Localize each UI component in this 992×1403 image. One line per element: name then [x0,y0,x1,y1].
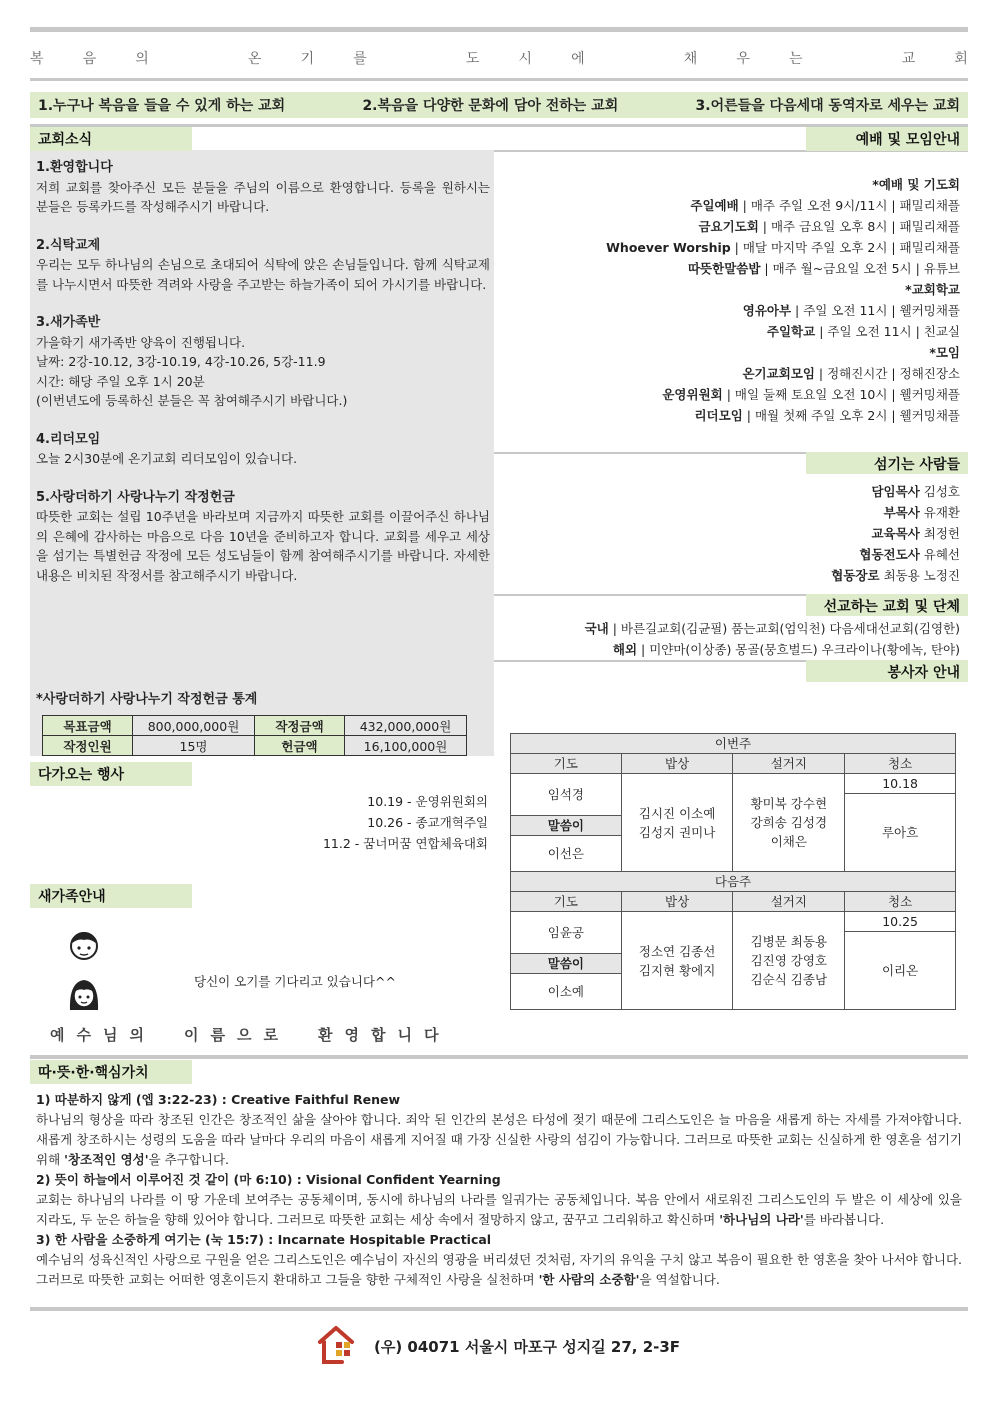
vision-bar [30,92,968,118]
word-label: 말씀이 [511,954,622,974]
mission-line: 국내 | 바른길교회(김균필) 품는교회(엄익천) 다음세대선교회(김영한) [584,621,960,636]
worship-line: 주일예배 | 매주 주일 오전 9시/11시 | 패밀리채플 [690,198,960,213]
clean-volunteer: 이리온 [845,932,956,1010]
top-rule-2 [30,78,968,81]
dish-volunteers: 김병문 최동용 김진영 강영호 김순식 김종남 [733,912,845,1010]
col-header: 밥상 [621,754,733,774]
rule [30,1055,968,1059]
mission-list [585,618,960,660]
table-cell: 헌금액 [255,736,345,756]
worship-line: 따뜻한말씀밥 | 매주 월~금요일 오전 5시 | 유튜브 [687,261,960,276]
welcome-banner: 예 수 님 의 이 름 으 로 환 영 합 니 다 [50,1026,439,1044]
worship-line: 운영위원회 | 매일 둘째 토요일 오전 10시 | 웰커밍채플 [662,387,960,402]
news-item-body: 가을학기 새가족반 양육이 진행됩니다. 날짜: 2강-10.12, 3강-10.19, 4강-10.26, 5강-11.9 시간: 해당 주일 오후 1시 20분 (이번년도에 등록하신 분들은 꼭 참여해주시기 바랍니다.) [36,334,348,408]
week-label: 다음주 [511,872,956,892]
events-header: 다가오는 행사 [30,762,192,786]
clean-date: 10.25 [845,912,956,932]
servant-line: 부목사 유재환 [883,505,960,520]
events-list [323,791,488,854]
church-motto: 복 음 의 온 기 를 도 시 에 채 우 는 교 회 [30,51,968,67]
news-item-body: 따뜻한 교회는 설립 10주년을 바라보며 지금까지 따뜻한 교회를 이끌어주신 하나님의 은혜에 감사하는 마음으로 다음 10년을 준비하고자 합니다. 교회를 세우고 세상을 섬기는 특별헌금 작정에 모든 성도님들이 함께 참여해주시기를 바랍니다. 자세한 내용은 비치된 작정서를 참고해주시기 바랍니다. [36,509,490,583]
prayer-volunteer: 임석경 [511,774,622,816]
news-item [36,313,490,411]
vision-3: 3.어른들을 다음세대 동역자로 세우는 교회 [695,98,960,114]
meal-volunteers: 정소연 김종선 김지현 황에지 [621,912,733,1010]
church-logo-icon [316,1322,358,1366]
meal-volunteers: 김시진 이소예 김성지 권미나 [621,774,733,872]
event-item: 10.26 - 종교개혁주일 [367,815,488,830]
servants-list [831,481,960,586]
news-item [36,430,490,469]
core-title: 3) 한 사람을 소중하게 여기는 (눅 15:7) : Incarnate Hospitable Practical [36,1232,492,1247]
table-cell: 432,000,000원 [345,716,467,736]
core-values [36,1090,962,1290]
col-header: 밥상 [621,892,733,912]
news-item-title: 5.사랑더하기 사랑나누기 작정헌금 [36,489,235,505]
core-title: 1) 따분하지 않게 (엡 3:22-23) : Creative Faithful Renew [36,1092,401,1107]
table-cell: 15명 [133,736,255,756]
col-header: 기도 [511,892,622,912]
week-label: 이번주 [511,734,956,754]
worship-line: 금요기도회 | 매주 금요일 오후 8시 | 패밀리채플 [698,219,960,234]
worship-line: *교회학교 [905,282,960,297]
worship-header: 예배 및 모임안내 [806,127,968,151]
worship-line: *모임 [929,345,960,360]
dish-volunteers: 황미복 강수현 강희송 김성경 이채은 [733,774,845,872]
table-cell: 800,000,000원 [133,716,255,736]
word-volunteer: 이선은 [511,836,622,872]
col-header: 청소 [845,754,956,774]
servant-line: 협동장로 최동용 노정진 [831,568,960,583]
col-header: 설거지 [733,754,845,774]
servant-line: 협동전도사 유혜선 [859,547,960,562]
newfamily-header: 새가족안내 [30,884,192,908]
mission-header: 선교하는 교회 및 단체 [806,594,968,616]
vision-1: 1.누구나 복음을 들을 수 있게 하는 교회 [38,98,286,114]
volunteers-this-week [510,733,956,1010]
worship-line: 온기교회모임 | 정해진시간 | 정해진장소 [742,366,960,381]
event-item: 11.2 - 꿈너머꿈 연합체육대회 [322,836,488,851]
clean-date: 10.18 [845,774,956,794]
news-item [36,236,490,295]
newfamily-message: 당신이 오기를 기다리고 있습니다^^ [194,974,396,989]
vision-2: 2.복음을 다양한 문화에 담아 전하는 교회 [362,98,619,114]
rule [30,1307,968,1311]
col-header: 기도 [511,754,622,774]
worship-line: 리더모임 | 매월 첫째 주일 오후 2시 | 웰커밍채플 [694,408,960,423]
news-item-title: 1.환영합니다 [36,160,113,175]
col-header: 청소 [845,892,956,912]
servant-line: 교육목사 최정헌 [871,526,960,541]
core-body: 예수님의 성육신적인 사랑으로 구원을 얻은 그리스도인은 예수님이 자신의 영광을 버리셨던 것처럼, 자기의 유익을 구치 않고 복음이 필요한 한 영혼을 찾아 나서야 합니다. 그러므로 따뜻한 교회는 어떠한 영혼이든지 환대하고 그들을 향한 구체적인 사랑을 실천하며 '한 사람의 소중함'을 역설합니다. [36,1252,962,1287]
servants-header: 섬기는 사람들 [806,452,968,474]
core-body: 교회는 하나님의 나라를 이 땅 가운데 보여주는 공동체이며, 동시에 하나님의 나라를 일궈가는 공동체입니다. 복음 안에서 새로워진 그리스도인의 두 발은 이 세상에 있을 지라도, 두 눈은 하늘을 향해 있어야 합니다. 그러므로 따뜻한 교회는 세상 속에서 절망하지 않고, 꿈꾸고 그리워하고 확신하며 '하나님의 나라'를 바라봅니다. [36,1192,962,1227]
core-body: 하나님의 형상을 따라 창조된 인간은 창조적인 삶을 살아야 합니다. 죄악 된 인간의 본성은 타성에 젖기 때문에 그리스도인은 늘 마음을 새롭게 하는 자세를 가져야합니다. 새롭게 창조하시는 성령의 도움을 따라 날마다 우리의 마음이 새롭게 지어질 때 가장 신실한 사랑의 섬김이 가능합니다. 그러므로 따뜻한 교회는 신실하게 한 영혼을 섬기기 위해 '창조적인 영성'을 추구합니다. [36,1112,962,1167]
prayer-volunteer: 임윤공 [511,912,622,954]
news-item-body: 저희 교회를 찾아주신 모든 분들을 주님의 이름으로 환영합니다. 등록을 원하시는 분들은 등록카드를 작성해주시기 바랍니다. [36,179,490,214]
worship-line: 영유아부 | 주일 오전 11시 | 웰커밍채플 [742,303,960,318]
servant-line: 담임목사 김성호 [871,484,960,499]
worship-line: Whoever Worship | 매달 마지막 주일 오후 2시 | 패밀리채플 [606,240,960,255]
news-item [36,488,490,586]
footer-address: (우) 04071 서울시 마포구 성지길 27, 2-3F [374,1338,681,1356]
mission-line: 해외 | 미얀마(이상종) 몽골(뭉흐벌드) 우크라이나(황에녹, 탄야) [612,642,960,657]
volunteers-header: 봉사자 안내 [806,660,968,682]
top-rule [30,27,968,32]
core-title: 2) 뜻이 하늘에서 이루어진 것 같이 (마 6:10) : Visional Confident Yearning [36,1172,501,1187]
table-cell: 16,100,000원 [345,736,467,756]
worship-list [606,174,960,426]
worship-line: 주일학교 | 주일 오전 11시 | 친교실 [766,324,960,339]
boy-icon [66,928,102,962]
word-volunteer: 이소예 [511,974,622,1010]
news-header: 교회소식 [30,127,192,151]
table-row [43,716,467,736]
table-cell: 작정인원 [43,736,133,756]
clean-volunteer: 루아흐 [845,794,956,872]
table-cell: 목표금액 [43,716,133,736]
pledge-stats-table [42,715,467,756]
news-item-title: 2.식탁교제 [36,237,101,253]
news-item-title: 4.리더모임 [36,431,101,447]
table-cell: 작정금액 [255,716,345,736]
news-list [36,158,490,604]
word-label: 말씀이 [511,816,622,836]
girl-icon [66,976,102,1014]
table-row [43,736,467,756]
news-item-body: 오늘 2시30분에 온기교회 리더모임이 있습니다. [36,451,298,466]
worship-line: *예배 및 기도회 [872,177,960,192]
event-item: 10.19 - 운영위원회의 [367,794,488,809]
news-item-body: 우리는 모두 하나님의 손님으로 초대되어 식탁에 앉은 손님들입니다. 함께 식탁교제를 나누시면서 따뜻한 격려와 사랑을 주고받는 하늘가족이 되어 가시기를 바랍니다. [36,257,490,292]
stats-title: *사랑더하기 사랑나누기 작정헌금 통계 [36,692,258,707]
news-item [36,158,490,217]
news-item-title: 3.새가족반 [36,315,101,330]
core-header: 따·뜻·한·핵심가치 [30,1060,192,1084]
col-header: 설거지 [733,892,845,912]
